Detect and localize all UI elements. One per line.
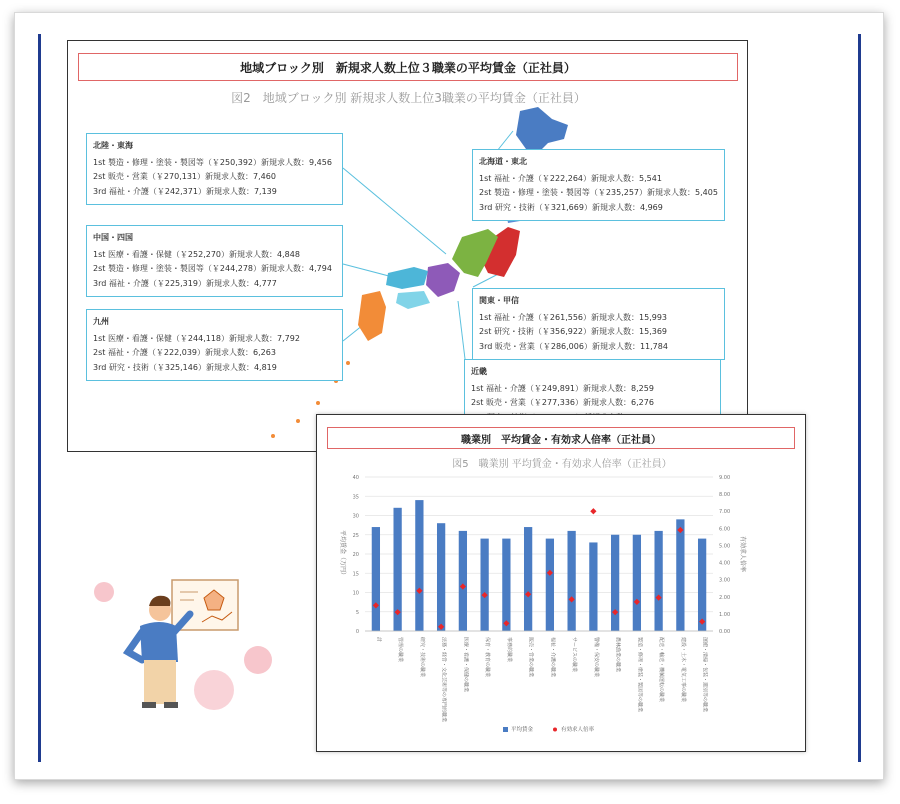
region-row: 2st 販売・営業（￥277,336）新規求人数：6,276 [471, 398, 654, 407]
y2-tick-label: 6.00 [719, 526, 731, 533]
left-accent-line [38, 34, 41, 762]
legend-swatch-ratio [553, 728, 557, 732]
region-row: 2st 研究・技術（￥356,922）新規求人数：15,369 [479, 327, 668, 336]
y2-tick-label: 1.00 [719, 611, 731, 618]
y2-tick-label: 9.00 [719, 475, 731, 481]
region-row: 1st 福祉・介護（￥261,556）新規求人数：15,993 [479, 312, 668, 322]
legend-label-wage: 平均賃金 [511, 727, 534, 733]
y2-tick-label: 5.00 [719, 543, 731, 550]
hokkaido-shape [516, 107, 568, 153]
bar [654, 531, 662, 631]
bar [437, 523, 445, 631]
y2-tick-label: 7.00 [719, 509, 731, 516]
region-row: 2st 製造・修理・塗装・製図等（￥244,278）新規求人数：4,794 [93, 264, 332, 273]
y-tick-label: 5 [355, 609, 359, 616]
region-name: 北陸・東海 [93, 141, 133, 150]
bar [589, 542, 597, 631]
y2-tick-label: 0.00 [719, 629, 731, 635]
region-box-kanto-koshin [472, 288, 725, 360]
region-name: 北海道・東北 [479, 157, 527, 166]
region-row: 3rd 研究・技術（￥321,669）新規求人数：4,969 [479, 202, 663, 212]
x-tick-label: 事務的職業 [505, 637, 512, 663]
chart-panel-title: 職業別 平均賃金・有効求人倍率（正社員） [327, 427, 795, 449]
region-row: 1st 福祉・介護（￥222,264）新規求人数：5,541 [479, 173, 662, 183]
map-panel [67, 40, 748, 452]
x-tick-label: 農林漁業の職業 [614, 637, 621, 673]
y-axis-label: 平均賃金（万円） [339, 529, 346, 579]
y2-tick-label: 8.00 [719, 492, 731, 499]
kinki-shape [426, 263, 460, 297]
bar [415, 500, 423, 631]
region-box-chugoku-shikoku [86, 225, 343, 297]
y-tick-label: 20 [352, 552, 359, 558]
region-name: 中国・四国 [93, 233, 133, 242]
bar [524, 527, 532, 631]
y-tick-label: 25 [352, 532, 359, 539]
right-accent-line [858, 34, 861, 762]
bar [546, 539, 554, 631]
x-tick-label: 警備・保安の職業 [592, 637, 599, 678]
legend-swatch-wage [503, 727, 508, 732]
region-row: 2st 製造・修理・塗装・製図等（￥235,257）新規求人数：5,405 [479, 188, 718, 197]
y-tick-label: 15 [352, 571, 359, 578]
region-row: 2st 販売・営業（￥270,131）新規求人数：7,460 [93, 172, 276, 181]
y-tick-label: 40 [352, 475, 359, 481]
bar [459, 531, 467, 631]
bar [611, 535, 619, 631]
y2-tick-label: 3.00 [719, 577, 731, 584]
x-tick-label: 管理の職業 [397, 637, 404, 663]
y-tick-label: 10 [352, 590, 359, 597]
x-tick-label: 福祉・介護の職業 [549, 637, 556, 678]
y-tick-label: 0 [355, 629, 359, 635]
presenter-illustration [90, 574, 290, 734]
x-tick-label: 研究・技術の職業 [418, 637, 425, 678]
x-tick-label: 法務・経営・文化芸術等の専門的職業 [440, 637, 447, 723]
region-box-kyushu [86, 309, 343, 381]
region-name: 関東・甲信 [479, 296, 519, 305]
bar [676, 519, 684, 631]
wage-ratio-chart [317, 415, 806, 752]
region-box-hokuriku-tokai [86, 133, 343, 205]
chugoku-shape [386, 267, 428, 289]
region-row: 3rd 研究・技術（￥325,146）新規求人数：4,819 [93, 362, 277, 372]
region-row: 1st 医療・看護・保健（￥244,118）新規求人数：7,792 [93, 333, 300, 343]
region-row: 3rd 販売・営業（￥286,006）新規求人数：11,784 [479, 341, 668, 351]
x-tick-label: 保育・教育の職業 [484, 637, 491, 678]
x-tick-label: 配送・輸送・機械運転の職業 [658, 637, 665, 703]
bar [480, 539, 488, 631]
x-tick-label: 運搬・清掃・包装・選別等の職業 [701, 637, 708, 713]
region-row: 3rd 福祉・介護（￥242,371）新規求人数：7,139 [93, 186, 277, 196]
region-box-hokkaido-tohoku [472, 149, 725, 221]
y2-tick-label: 2.00 [719, 594, 731, 601]
region-row: 1st 製造・修理・塗装・製図等（￥250,392）新規求人数：9,456 [93, 157, 332, 167]
region-row: 1st 医療・看護・保健（￥252,270）新規求人数：4,848 [93, 249, 300, 259]
y2-tick-label: 4.00 [719, 560, 731, 567]
chart-panel [316, 414, 806, 752]
ratio-point [590, 508, 596, 514]
region-row: 3rd 福祉・介護（￥225,319）新規求人数：4,777 [93, 278, 277, 288]
x-tick-label: サービスの職業 [571, 637, 578, 673]
region-row: 2st 福祉・介護（￥222,039）新規求人数：6,263 [93, 348, 276, 357]
region-name: 九州 [93, 317, 109, 326]
region-row: 1st 福祉・介護（￥249,891）新規求人数：8,259 [471, 383, 654, 393]
region-name: 近畿 [471, 367, 487, 376]
x-tick-label: 製造・修理・塗装・製図等の職業 [636, 637, 643, 713]
kyushu-shape [358, 291, 386, 341]
x-tick-label: 建設・土木・電気工事の職業 [679, 637, 686, 703]
bar [502, 539, 510, 631]
shikoku-shape [396, 291, 430, 309]
x-tick-label: 計 [375, 637, 382, 643]
bar [567, 531, 575, 631]
bar [372, 527, 380, 631]
chart-panel-subtitle: 図5 職業別 平均賃金・有効求人倍率（正社員） [452, 459, 672, 470]
map-panel-title: 地域ブロック別 新規求人数上位３職業の平均賃金（正社員） [78, 53, 738, 81]
bar [633, 535, 641, 631]
y-tick-label: 35 [352, 494, 359, 501]
y-tick-label: 30 [352, 513, 359, 520]
x-tick-label: 医療・看護・保健の職業 [462, 637, 469, 693]
y2-axis-label: 有効求人倍率 [739, 535, 746, 573]
map-panel-subtitle: 図2 地域ブロック別 新規求人数上位3職業の平均賃金（正社員） [231, 91, 586, 105]
bar [698, 539, 706, 631]
x-tick-label: 販売・営業の職業 [527, 637, 534, 678]
legend-label-ratio: 有効求人倍率 [561, 727, 595, 733]
